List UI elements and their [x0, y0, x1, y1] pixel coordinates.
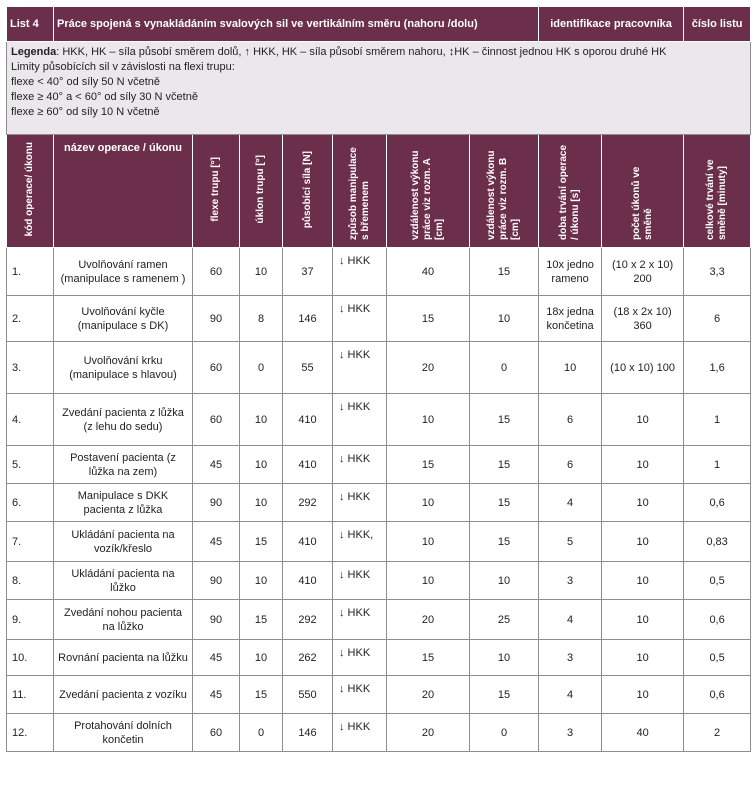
column-header-row: [7, 135, 751, 248]
cell-tilt: 0: [240, 714, 283, 752]
cell-distB: 10: [470, 640, 539, 676]
cell-tilt: 0: [240, 342, 283, 394]
cell-flex: 90: [193, 562, 240, 600]
column-header-name: název operace / úkonu: [54, 135, 193, 248]
cell-name: Zvedání nohou pacienta na lůžko: [54, 600, 193, 640]
cell-count: 10: [602, 600, 684, 640]
cell-count: 10: [602, 484, 684, 522]
cell-distB: 10: [470, 562, 539, 600]
cell-tilt: 10: [240, 394, 283, 446]
cell-manip: ↓ HKK: [333, 484, 387, 522]
cell-total: 1: [684, 446, 751, 484]
legend-line-5: flexe ≥ 60° od síly 10 N včetně: [11, 106, 160, 118]
cell-distB: 15: [470, 248, 539, 296]
cell-total: 2: [684, 714, 751, 752]
cell-force: 292: [283, 600, 333, 640]
cell-force: 410: [283, 522, 333, 562]
sheet-number-header: číslo listu: [684, 7, 751, 42]
legend-line-2: Limity působících sil v závislosti na flexi trupu:: [11, 61, 235, 73]
legend-line-4: flexe ≥ 40° a < 60° od síly 30 N včetně: [11, 91, 198, 103]
cell-flex: 45: [193, 676, 240, 714]
cell-duration: 3: [539, 640, 602, 676]
cell-distA: 20: [387, 676, 470, 714]
cell-tilt: 10: [240, 484, 283, 522]
cell-force: 55: [283, 342, 333, 394]
cell-duration: 4: [539, 676, 602, 714]
column-header-count: počet úkonů ve směně: [602, 135, 684, 248]
cell-tilt: 15: [240, 522, 283, 562]
cell-name: Ukládání pacienta na vozík/křeslo: [54, 522, 193, 562]
ergonomics-table: [6, 6, 751, 752]
cell-distB: 15: [470, 676, 539, 714]
column-header-code: kód operace/ úkonu: [7, 135, 54, 248]
cell-code: 7.: [7, 522, 54, 562]
table-row: [7, 600, 751, 640]
cell-name: Manipulace s DKK pacienta z lůžka: [54, 484, 193, 522]
cell-distB: 15: [470, 522, 539, 562]
column-header-distance-a: vzdálenost výkonu práce viz rozm. A [cm]: [387, 135, 470, 248]
cell-flex: 90: [193, 600, 240, 640]
cell-manip: ↓ HKK: [333, 640, 387, 676]
cell-distB: 10: [470, 296, 539, 342]
cell-flex: 90: [193, 484, 240, 522]
cell-distA: 20: [387, 342, 470, 394]
cell-distA: 20: [387, 714, 470, 752]
cell-distB: 15: [470, 484, 539, 522]
cell-count: 40: [602, 714, 684, 752]
cell-count: 10: [602, 640, 684, 676]
cell-code: 2.: [7, 296, 54, 342]
cell-count: 10: [602, 522, 684, 562]
cell-count: (10 x 2 x 10) 200: [602, 248, 684, 296]
column-header-total: celkové trvání ve směně [minuty]: [684, 135, 751, 248]
cell-tilt: 10: [240, 640, 283, 676]
legend: [7, 42, 751, 135]
table-row: [7, 640, 751, 676]
column-header-distance-b: vzdálenost výkonu práce viz rozm. B [cm]: [470, 135, 539, 248]
cell-force: 410: [283, 446, 333, 484]
cell-total: 0,6: [684, 600, 751, 640]
cell-total: 1: [684, 394, 751, 446]
cell-duration: 6: [539, 446, 602, 484]
column-header-flex: flexe trupu [°]: [193, 135, 240, 248]
cell-name: Postavení pacienta (z lůžka na zem): [54, 446, 193, 484]
cell-distA: 40: [387, 248, 470, 296]
cell-distA: 10: [387, 484, 470, 522]
cell-manip: ↓ HKK: [333, 562, 387, 600]
table-row: [7, 522, 751, 562]
worksheet: [6, 6, 750, 752]
cell-total: 6: [684, 296, 751, 342]
cell-tilt: 15: [240, 600, 283, 640]
table-row: [7, 446, 751, 484]
cell-tilt: 8: [240, 296, 283, 342]
legend-line-3: flexe < 40° od síly 50 N včetně: [11, 76, 161, 88]
worker-id-header: identifikace pracovníka: [539, 7, 684, 42]
cell-name: Uvolňování ramen (manipulace s ramenem ): [54, 248, 193, 296]
cell-total: 0,5: [684, 562, 751, 600]
cell-flex: 60: [193, 714, 240, 752]
cell-manip: ↓ HKK: [333, 446, 387, 484]
cell-name: Uvolňování krku (manipulace s hlavou): [54, 342, 193, 394]
cell-force: 146: [283, 296, 333, 342]
cell-name: Ukládání pacienta na lůžko: [54, 562, 193, 600]
cell-total: 0,83: [684, 522, 751, 562]
cell-manip: ↓ HKK: [333, 394, 387, 446]
cell-distA: 10: [387, 562, 470, 600]
cell-distB: 0: [470, 714, 539, 752]
cell-manip: ↓ HKK: [333, 714, 387, 752]
cell-name: Rovnání pacienta na lůžku: [54, 640, 193, 676]
cell-code: 6.: [7, 484, 54, 522]
cell-distA: 15: [387, 446, 470, 484]
table-row: [7, 394, 751, 446]
cell-name: Protahování dolních končetin: [54, 714, 193, 752]
cell-flex: 45: [193, 640, 240, 676]
cell-total: 3,3: [684, 248, 751, 296]
column-header-manipulation: způsob manipulace s břemenem: [333, 135, 387, 248]
cell-duration: 3: [539, 562, 602, 600]
cell-flex: 90: [193, 296, 240, 342]
cell-name: Zvedání pacienta z vozíku: [54, 676, 193, 714]
cell-code: 10.: [7, 640, 54, 676]
cell-duration: 5: [539, 522, 602, 562]
cell-manip: ↓ HKK: [333, 600, 387, 640]
cell-code: 1.: [7, 248, 54, 296]
cell-count: 10: [602, 446, 684, 484]
cell-force: 410: [283, 562, 333, 600]
cell-code: 4.: [7, 394, 54, 446]
cell-duration: 4: [539, 600, 602, 640]
table-row: [7, 562, 751, 600]
cell-count: (10 x 10) 100: [602, 342, 684, 394]
cell-tilt: 10: [240, 446, 283, 484]
cell-duration: 10x jedno rameno: [539, 248, 602, 296]
legend-line-1: : HKK, HK – síla působí směrem dolů, ↑ HKK, HK – síla působí směrem nahoru, ↕HK – činnost jednou HK s oporou druhé HK: [56, 46, 667, 58]
table-row: [7, 484, 751, 522]
table-row: [7, 676, 751, 714]
cell-force: 262: [283, 640, 333, 676]
cell-total: 0,6: [684, 676, 751, 714]
column-header-tilt: úklon trupu [°]: [240, 135, 283, 248]
table-row: [7, 248, 751, 296]
legend-row: [7, 42, 751, 135]
table-title: Práce spojená s vynakládáním svalových sil ve vertikálním směru (nahoru /dolu): [54, 7, 539, 42]
table-row: [7, 714, 751, 752]
cell-count: 10: [602, 676, 684, 714]
cell-manip: ↓ HKK: [333, 296, 387, 342]
cell-code: 5.: [7, 446, 54, 484]
cell-duration: 18x jedna končetina: [539, 296, 602, 342]
cell-manip: ↓ HKK: [333, 676, 387, 714]
cell-code: 8.: [7, 562, 54, 600]
cell-manip: ↓ HKK: [333, 248, 387, 296]
cell-distA: 20: [387, 600, 470, 640]
cell-code: 3.: [7, 342, 54, 394]
cell-flex: 60: [193, 342, 240, 394]
cell-distA: 15: [387, 296, 470, 342]
cell-flex: 45: [193, 522, 240, 562]
cell-code: 12.: [7, 714, 54, 752]
cell-force: 292: [283, 484, 333, 522]
cell-flex: 60: [193, 394, 240, 446]
column-header-force: působící síla [N]: [283, 135, 333, 248]
cell-total: 0,6: [684, 484, 751, 522]
cell-name: Uvolňování kyčle (manipulace s DK): [54, 296, 193, 342]
cell-duration: 3: [539, 714, 602, 752]
cell-force: 550: [283, 676, 333, 714]
cell-tilt: 15: [240, 676, 283, 714]
cell-tilt: 10: [240, 248, 283, 296]
cell-duration: 6: [539, 394, 602, 446]
cell-manip: ↓ HKK,: [333, 522, 387, 562]
cell-code: 11.: [7, 676, 54, 714]
cell-distA: 15: [387, 640, 470, 676]
title-row: [7, 7, 751, 42]
cell-name: Zvedání pacienta z lůžka (z lehu do sedu): [54, 394, 193, 446]
cell-distB: 15: [470, 394, 539, 446]
cell-count: 10: [602, 394, 684, 446]
cell-code: 9.: [7, 600, 54, 640]
cell-distB: 0: [470, 342, 539, 394]
cell-duration: 10: [539, 342, 602, 394]
legend-label: Legenda: [11, 46, 57, 58]
sheet-label: List 4: [7, 7, 54, 42]
cell-force: 410: [283, 394, 333, 446]
cell-distA: 10: [387, 522, 470, 562]
cell-distB: 15: [470, 446, 539, 484]
cell-force: 146: [283, 714, 333, 752]
cell-count: (18 x 2x 10) 360: [602, 296, 684, 342]
cell-duration: 4: [539, 484, 602, 522]
cell-tilt: 10: [240, 562, 283, 600]
cell-flex: 45: [193, 446, 240, 484]
cell-total: 1,6: [684, 342, 751, 394]
cell-count: 10: [602, 562, 684, 600]
table-row: [7, 342, 751, 394]
table-row: [7, 296, 751, 342]
cell-total: 0,5: [684, 640, 751, 676]
cell-distB: 25: [470, 600, 539, 640]
cell-distA: 10: [387, 394, 470, 446]
column-header-duration: doba trvání operace / úkonu [s]: [539, 135, 602, 248]
cell-manip: ↓ HKK: [333, 342, 387, 394]
cell-flex: 60: [193, 248, 240, 296]
cell-force: 37: [283, 248, 333, 296]
